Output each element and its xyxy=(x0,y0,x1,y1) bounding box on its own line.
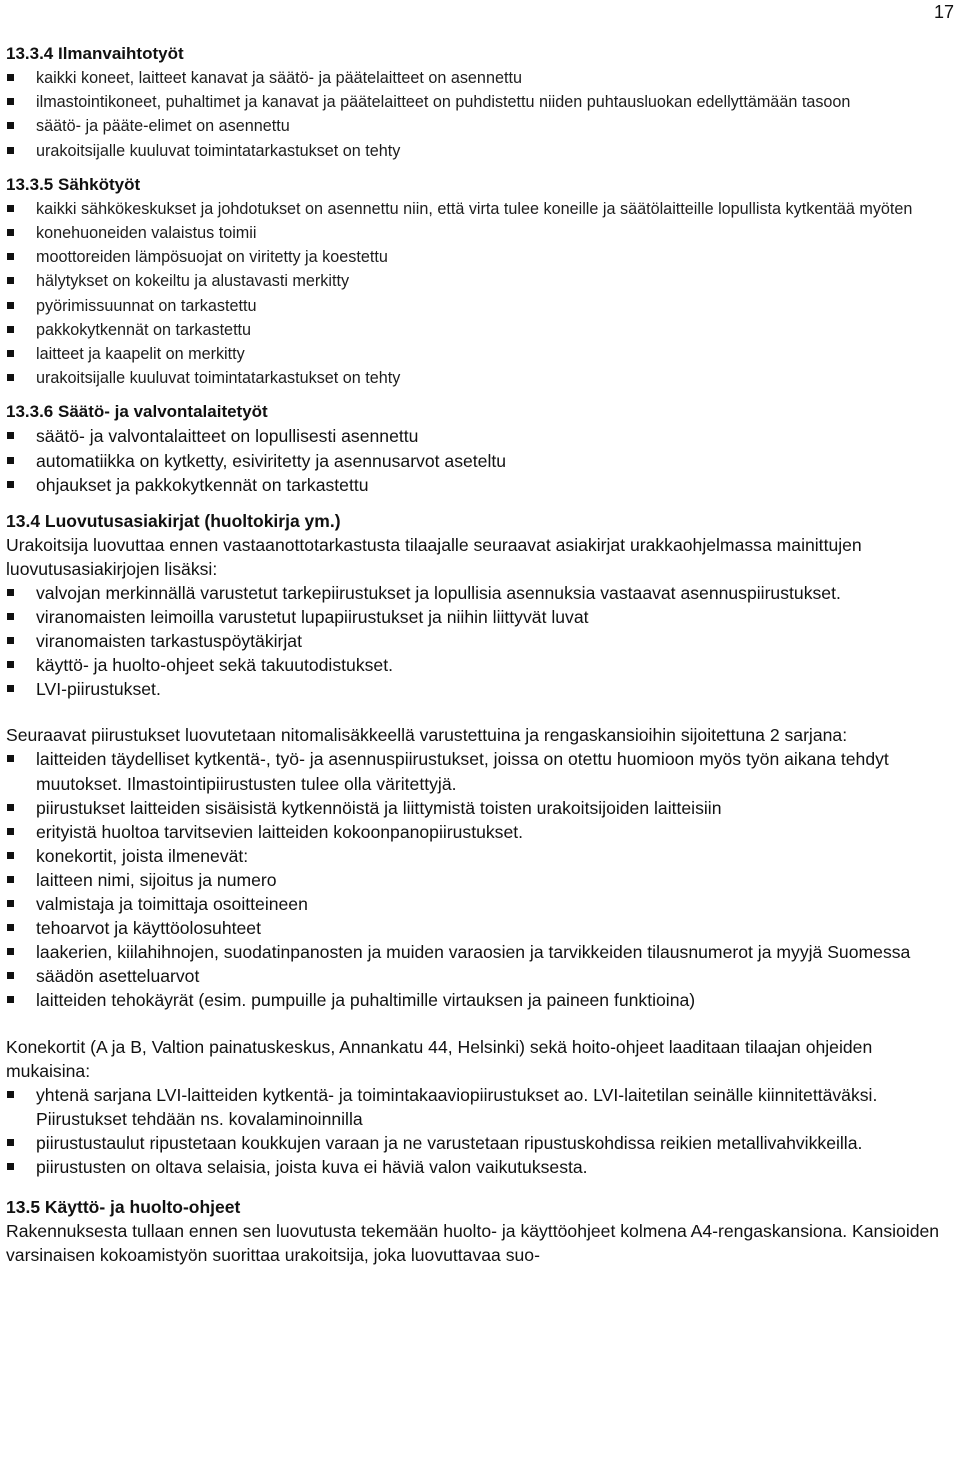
section-heading-control: 13.3.6 Säätö- ja valvontalaitetyöt xyxy=(6,402,268,422)
list-item: ilmastointikoneet, puhaltimet ja kanavat ja päätelaitteet on puhdistettu niiden puhtausluokan edellyttämään tasoon xyxy=(6,90,946,114)
list-item: laitteen nimi, sijoitus ja numero xyxy=(6,868,946,892)
list-item: konekortit, joista ilmenevät: xyxy=(6,844,946,868)
section-heading-electrical: 13.3.5 Sähkötyöt xyxy=(6,174,141,194)
list-item: laitteiden tehokäyrät (esim. pumpuille ja puhaltimille virtauksen ja paineen funktioina) xyxy=(6,988,946,1012)
ventilation-checklist xyxy=(6,66,946,163)
section-heading-maintenance: 13.5 Käyttö- ja huolto-ohjeet xyxy=(6,1197,241,1218)
list-item: tehoarvot ja käyttöolosuhteet xyxy=(6,916,946,940)
list-item: erityistä huoltoa tarvitsevien laitteiden kokoonpanopiirustukset. xyxy=(6,820,946,844)
drawings-list xyxy=(6,747,946,1012)
drawings-intro: Seuraavat piirustukset luovutetaan nitomalisäkkeellä varustettuina ja rengaskansioihin sijoitettuna 2 sarjana: xyxy=(6,725,848,746)
list-item: yhtenä sarjana LVI-laitteiden kytkentä- ja toimintakaaviopiirustukset ao. LVI-laitetilan seinälle kiinnitettäväksi. Piirustukset tehdään ns. kovalaminoinnilla xyxy=(6,1083,946,1131)
list-item: valmistaja ja toimittaja osoitteineen xyxy=(6,892,946,916)
list-item: säätö- ja valvontalaitteet on lopullisesti asennettu xyxy=(6,424,946,448)
list-item: laakerien, kiilahihnojen, suodatinpanosten ja muiden varaosien ja tarvikkeiden tilausnumerot ja myyjä Suomessa xyxy=(6,940,946,964)
list-item: viranomaisten tarkastuspöytäkirjat xyxy=(6,629,946,653)
list-item: viranomaisten leimoilla varustetut lupapiirustukset ja niihin liittyvät luvat xyxy=(6,605,946,629)
list-item: piirustustaulut ripustetaan koukkujen varaan ja ne varustetaan ripustuskohdissa reikien metallivahvikkeilla. xyxy=(6,1131,946,1155)
list-item: automatiikka on kytketty, esiviritetty ja asennusarvot aseteltu xyxy=(6,449,946,473)
page-number: 17 xyxy=(933,2,954,22)
section-heading-ventilation: 13.3.4 Ilmanvaihtotyöt xyxy=(6,44,184,63)
control-checklist xyxy=(6,424,946,496)
list-item: LVI-piirustukset. xyxy=(6,677,946,701)
list-item: piirustusten on oltava selaisia, joista kuva ei häviä valon vaikutuksesta. xyxy=(6,1155,946,1179)
cards-list xyxy=(6,1083,946,1179)
list-item: ohjaukset ja pakkokytkennät on tarkastettu xyxy=(6,473,946,497)
handover-intro: Urakoitsija luovuttaa ennen vastaanottotarkastusta tilaajalle seuraavat asiakirjat urakkaohjelmassa mainittujen luovutusasiakirjojen lisäksi: xyxy=(6,534,862,579)
list-item: säätö- ja pääte-elimet on asennettu xyxy=(6,114,946,138)
list-item: valvojan merkinnällä varustetut tarkepiirustukset ja lopullisia asennuksia vastaavat asennuspiirustukset. xyxy=(6,581,946,605)
list-item: pakkokytkennät on tarkastettu xyxy=(6,318,946,342)
list-item: urakoitsijalle kuuluvat toimintatarkastukset on tehty xyxy=(6,366,946,390)
list-item: moottoreiden lämpösuojat on viritetty ja koestettu xyxy=(6,245,946,269)
document-body xyxy=(6,42,946,1267)
section-heading-handover: 13.4 Luovutusasiakirjat (huoltokirja ym.) xyxy=(6,510,341,531)
list-item: kaikki koneet, laitteet kanavat ja säätö- ja päätelaitteet on asennettu xyxy=(6,66,946,90)
cards-intro: Konekortit (A ja B, Valtion painatuskeskus, Annankatu 44, Helsinki) sekä hoito-ohjeet laaditaan tilaajan ohjeiden mukaisina: xyxy=(6,1036,873,1081)
list-item: kaikki sähkökeskukset ja johdotukset on asennettu niin, että virta tulee koneille ja säätölaitteille lopullista kytkentää myöten xyxy=(6,197,946,221)
list-item: hälytykset on kokeiltu ja alustavasti merkitty xyxy=(6,269,946,293)
electrical-checklist xyxy=(6,197,946,391)
list-item: laitteet ja kaapelit on merkitty xyxy=(6,342,946,366)
list-item: pyörimissuunnat on tarkastettu xyxy=(6,294,946,318)
maintenance-text: Rakennuksesta tullaan ennen sen luovutusta tekemään huolto- ja käyttöohjeet kolmena A4-rengaskansiona. Kansioiden varsinaisen kokoamistyön suorittaa urakoitsija, joka luovuttavaa suo- xyxy=(6,1221,940,1266)
list-item: piirustukset laitteiden sisäisistä kytkennöistä ja liittymistä toisten urakoitsijoiden laitteisiin xyxy=(6,796,946,820)
list-item: konehuoneiden valaistus toimii xyxy=(6,221,946,245)
handover-document-list xyxy=(6,581,946,701)
list-item: laitteiden täydelliset kytkentä-, työ- ja asennuspiirustukset, joissa on otettu huomioon myös työn aikana tehdyt muutokset. Ilmastointipiirustusten tulee olla väritettyjä. xyxy=(6,747,946,795)
list-item: käyttö- ja huolto-ohjeet sekä takuutodistukset. xyxy=(6,653,946,677)
list-item: säädön asetteluarvot xyxy=(6,964,946,988)
list-item: urakoitsijalle kuuluvat toimintatarkastukset on tehty xyxy=(6,139,946,163)
